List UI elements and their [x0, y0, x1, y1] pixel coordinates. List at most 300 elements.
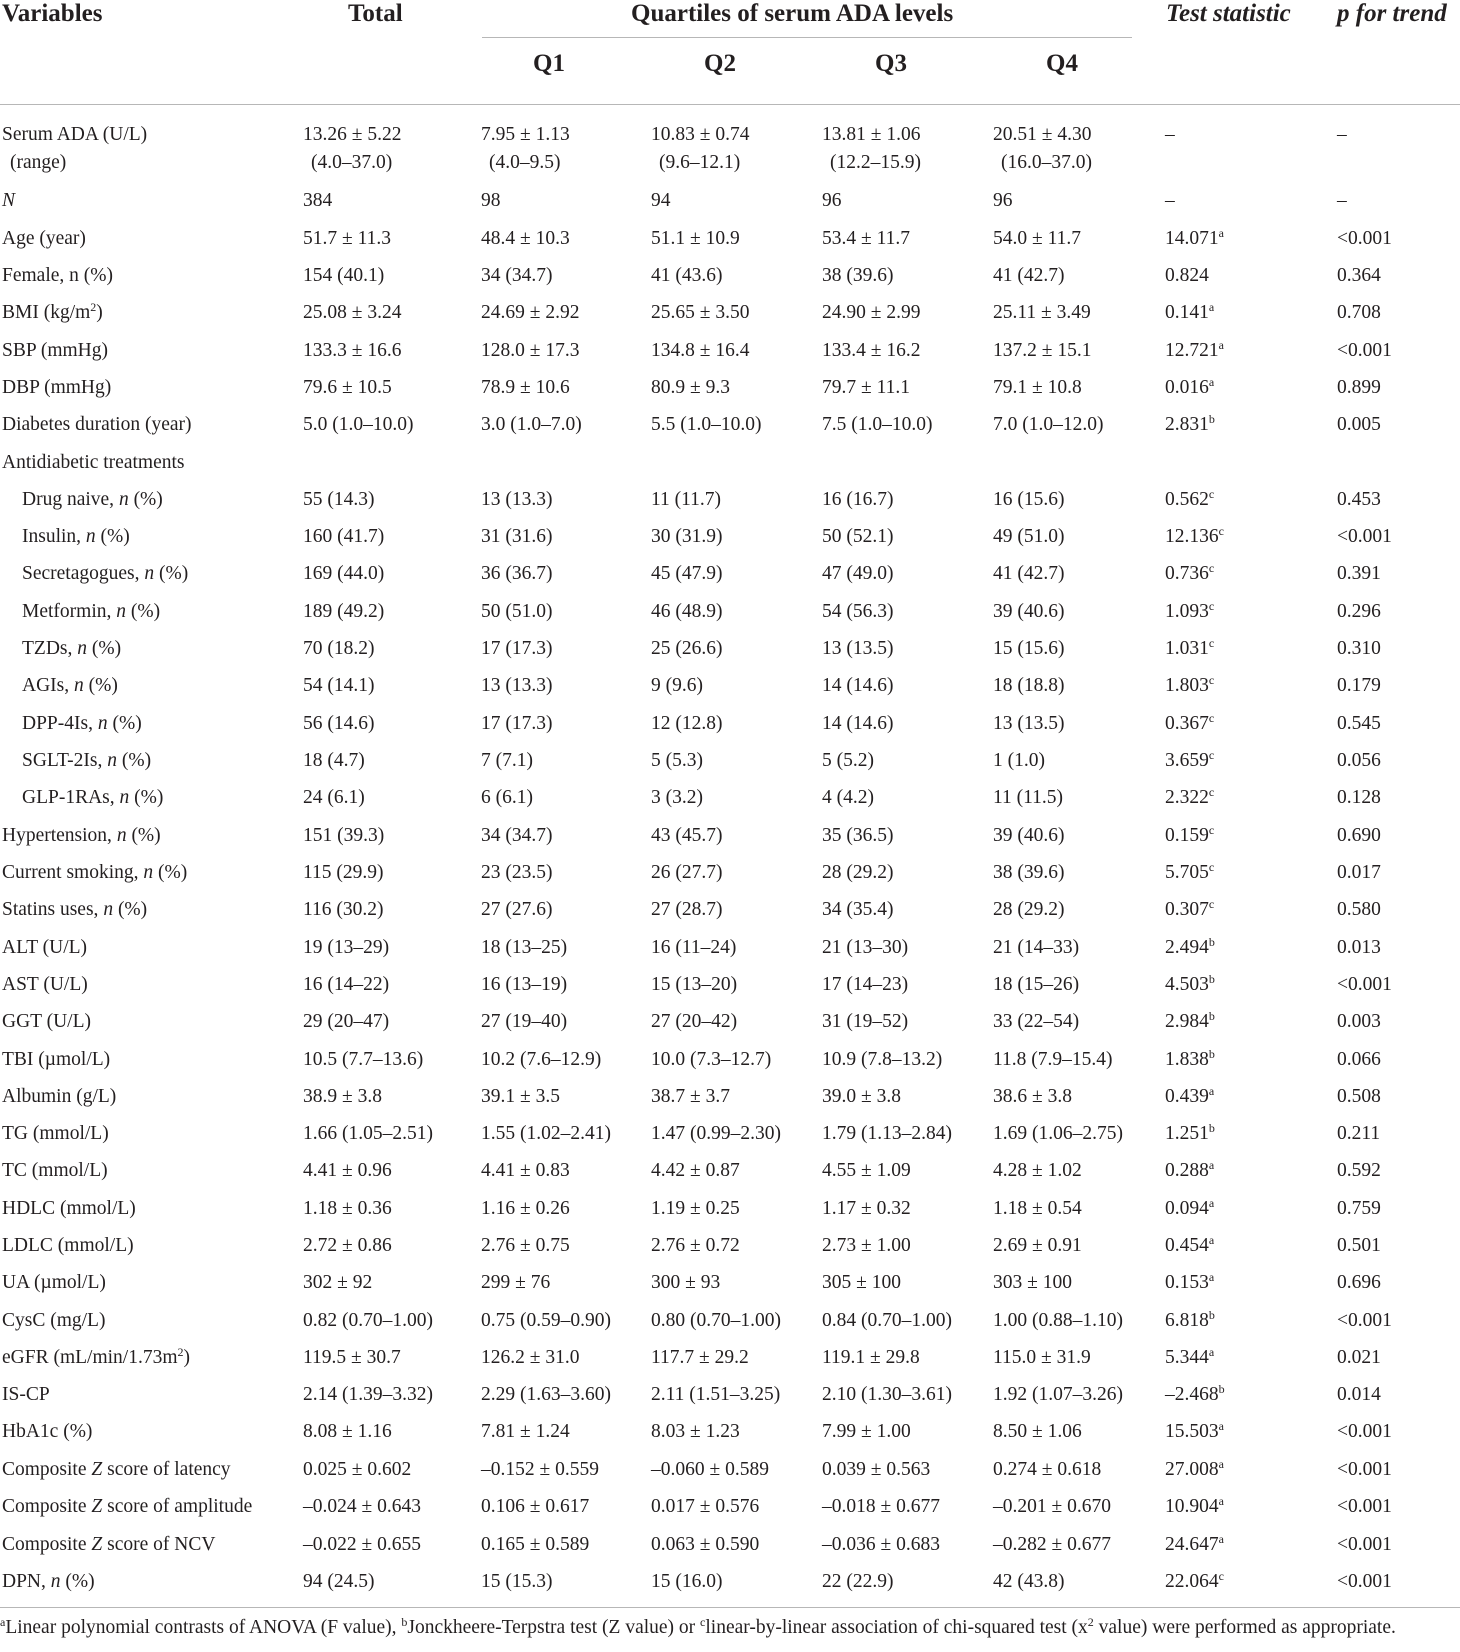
cell-test-statistic	[1165, 1083, 1214, 1111]
cell-total-value: 160 (41.7)	[303, 526, 385, 547]
cell-q1	[481, 1269, 550, 1297]
test-statistic-value: 14.071	[1165, 228, 1219, 249]
test-statistic-superscript: a	[1218, 226, 1224, 240]
cell-q3-value: 0.039 ± 0.563	[822, 1459, 931, 1480]
cell-total	[303, 1195, 392, 1223]
cell-q2-value: 15 (16.0)	[651, 1571, 723, 1592]
cell-test-statistic	[1165, 971, 1215, 999]
test-statistic-value: 0.288	[1165, 1160, 1209, 1181]
cell-q4-value: –0.282 ± 0.677	[993, 1534, 1111, 1555]
cell-total	[303, 822, 384, 850]
test-statistic-value: 0.367	[1165, 713, 1209, 734]
cell-total	[303, 934, 389, 962]
cell-q4	[993, 1418, 1082, 1446]
cell-p-trend: <0.001	[1337, 1534, 1392, 1555]
test-statistic-superscript: b	[1218, 1382, 1225, 1396]
cell-q4-value: 18 (18.8)	[993, 675, 1065, 696]
cell-q2	[651, 1381, 780, 1409]
cell-p-trend: <0.001	[1337, 340, 1392, 361]
cell-q2-range: (9.6–12.1)	[659, 152, 741, 173]
test-statistic-value: 2.984	[1165, 1011, 1209, 1032]
cell-p-trend: 0.696	[1337, 1272, 1381, 1293]
test-statistic-superscript: c	[1218, 524, 1224, 538]
row-label-text: Hypertension,	[2, 825, 117, 846]
cell-q1	[481, 635, 553, 663]
row-label-tail: )	[183, 1347, 190, 1368]
cell-p-trend: 0.580	[1337, 899, 1381, 920]
cell-total-value: 169 (44.0)	[303, 563, 385, 584]
cell-p-trend: 0.056	[1337, 750, 1381, 771]
test-statistic-value: 22.064	[1165, 1571, 1219, 1592]
cell-q2	[651, 523, 723, 551]
cell-q2	[651, 1157, 740, 1185]
cell-q4	[993, 299, 1091, 327]
cell-q2	[651, 822, 723, 850]
row-label	[2, 1493, 252, 1521]
cell-q3-value: –0.018 ± 0.677	[822, 1496, 940, 1517]
cell-q1-value: 13 (13.3)	[481, 675, 553, 696]
test-statistic-value: 0.159	[1165, 825, 1209, 846]
row-label-italic: n	[116, 825, 127, 846]
row-label-text: Composite	[2, 1459, 92, 1480]
cell-q1-value: 27 (27.6)	[481, 899, 553, 920]
test-statistic-value: 0.562	[1165, 489, 1209, 510]
cell-q2	[651, 784, 703, 812]
row-label-text: TZDs,	[22, 638, 78, 659]
cell-q1	[481, 1344, 579, 1372]
cell-total	[303, 523, 384, 551]
cell-q4	[993, 859, 1065, 887]
cell-q3	[822, 934, 908, 962]
cell-total-value: 0.025 ± 0.602	[303, 1459, 412, 1480]
cell-q1-value: 2.76 ± 0.75	[481, 1235, 570, 1256]
cell-q1	[481, 299, 579, 327]
row-label-tail: (%)	[154, 563, 189, 584]
header-q1: Q1	[533, 50, 565, 77]
cell-q4-value: 1.69 (1.06–2.75)	[993, 1123, 1123, 1144]
cell-total	[303, 1568, 375, 1596]
cell-q1-value: 2.29 (1.63–3.60)	[481, 1384, 611, 1405]
cell-p-trend: <0.001	[1337, 1496, 1392, 1517]
row-label	[2, 1232, 134, 1260]
cell-p-trend: 0.005	[1337, 414, 1381, 435]
cell-p-trend: 0.501	[1337, 1235, 1381, 1256]
cell-q1-value: 299 ± 76	[481, 1272, 551, 1293]
row-label-line2: (range)	[10, 152, 67, 173]
cell-total-value: 25.08 ± 3.24	[303, 302, 402, 323]
cell-q3-value: 5 (5.2)	[822, 750, 874, 771]
cell-total-value: 13.26 ± 5.22	[303, 124, 402, 145]
cell-q1	[481, 1456, 599, 1484]
cell-test-statistic	[1165, 299, 1214, 327]
cell-total-value: 154 (40.1)	[303, 265, 385, 286]
cell-total	[303, 1157, 392, 1185]
cell-q3	[822, 971, 908, 999]
cell-q2	[651, 1344, 749, 1372]
cell-q1	[481, 1008, 567, 1036]
cell-q1-value: 34 (34.7)	[481, 265, 553, 286]
cell-q4	[993, 710, 1065, 738]
cell-q4-value: 0.274 ± 0.618	[993, 1459, 1102, 1480]
cell-q4-value: 11.8 (7.9–15.4)	[993, 1049, 1113, 1070]
row-label-tail: (%)	[129, 787, 164, 808]
cell-test-statistic	[1165, 747, 1214, 775]
cell-total	[303, 1269, 372, 1297]
row-label-text: DPN,	[2, 1571, 51, 1592]
cell-q3-value: 1.79 (1.13–2.84)	[822, 1123, 952, 1144]
row-label-text: GGT (U/L)	[2, 1011, 91, 1032]
cell-q3-value: 2.73 ± 1.00	[822, 1235, 911, 1256]
cell-q2-value: 16 (11–24)	[651, 937, 737, 958]
cell-total-value: 2.14 (1.39–3.32)	[303, 1384, 433, 1405]
row-label-text: Antidiabetic treatments	[2, 452, 185, 473]
cell-q2-value: 15 (13–20)	[651, 974, 738, 995]
row-label-text: LDLC (mmol/L)	[2, 1235, 134, 1256]
row-label	[2, 121, 147, 177]
row-label-tail: score of latency	[102, 1459, 231, 1480]
test-statistic-superscript: c	[1208, 636, 1215, 650]
bottom-divider	[0, 1607, 1460, 1608]
cell-q4-value: 13 (13.5)	[993, 713, 1065, 734]
cell-q4	[993, 598, 1065, 626]
cell-total	[303, 411, 414, 439]
row-label	[2, 822, 161, 850]
cell-q3-value: 21 (13–30)	[822, 937, 909, 958]
cell-total	[303, 1120, 433, 1148]
cell-q2	[651, 747, 703, 775]
cell-total	[303, 187, 332, 215]
cell-test-statistic	[1165, 672, 1214, 700]
cell-total	[303, 710, 375, 738]
cell-q3-value: 119.1 ± 29.8	[822, 1347, 920, 1368]
cell-test-statistic	[1165, 374, 1214, 402]
cell-q2	[651, 635, 723, 663]
row-label	[22, 635, 121, 663]
row-label	[22, 784, 163, 812]
cell-q1-value: 1.16 ± 0.26	[481, 1198, 570, 1219]
cell-q2	[651, 672, 703, 700]
cell-q3	[822, 822, 894, 850]
cell-q2	[651, 225, 740, 253]
cell-q3	[822, 1307, 952, 1335]
cell-q1	[481, 598, 553, 626]
cell-q1-value: 98	[481, 190, 501, 211]
test-statistic-superscript: c	[1218, 1569, 1224, 1583]
cell-q4	[993, 1157, 1082, 1185]
cell-q1	[481, 1083, 560, 1111]
cell-q4	[993, 672, 1065, 700]
row-label-tail: )	[96, 302, 103, 323]
cell-q2-value: 43 (45.7)	[651, 825, 723, 846]
cell-q2-value: 41 (43.6)	[651, 265, 723, 286]
cell-q2-value: 80.9 ± 9.3	[651, 377, 730, 398]
cell-q1-value: 1.55 (1.02–2.41)	[481, 1123, 611, 1144]
cell-q2-value: 94	[651, 190, 671, 211]
cell-total-value: 116 (30.2)	[303, 899, 384, 920]
row-label-tail: (%)	[153, 862, 188, 883]
cell-q1	[481, 225, 570, 253]
cell-total-value: 19 (13–29)	[303, 937, 390, 958]
row-label-text: Diabetes duration (year)	[2, 414, 192, 435]
cell-q3	[822, 1120, 952, 1148]
row-label-text: Composite	[2, 1496, 92, 1517]
test-statistic-value: 12.136	[1165, 526, 1219, 547]
cell-q4	[993, 337, 1091, 365]
row-label-tail: (%)	[128, 489, 163, 510]
cell-test-statistic	[1165, 1381, 1225, 1409]
cell-q3-value: 4.55 ± 1.09	[822, 1160, 911, 1181]
cell-q3-value: 34 (35.4)	[822, 899, 894, 920]
cell-total-value: 55 (14.3)	[303, 489, 375, 510]
test-statistic-value: –	[1165, 124, 1175, 145]
cell-p-trend: 0.013	[1337, 937, 1381, 958]
cell-q3	[822, 747, 874, 775]
row-label-italic: Z	[91, 1459, 103, 1480]
cell-q2-value: 300 ± 93	[651, 1272, 721, 1293]
cell-test-statistic	[1165, 121, 1175, 149]
test-statistic-superscript: a	[1208, 1196, 1215, 1210]
test-statistic-value: 5.344	[1165, 1347, 1209, 1368]
row-label	[2, 262, 113, 290]
header-q3: Q3	[875, 50, 907, 77]
cell-total	[303, 747, 365, 775]
cell-p-trend: 0.128	[1337, 787, 1381, 808]
cell-q4-value: 28 (29.2)	[993, 899, 1065, 920]
row-label	[22, 486, 163, 514]
test-statistic-superscript: c	[1208, 823, 1215, 837]
cell-test-statistic	[1165, 598, 1214, 626]
cell-q2-value: 27 (20–42)	[651, 1011, 738, 1032]
row-label	[2, 1344, 190, 1372]
cell-q2	[651, 859, 723, 887]
row-label-superscript: 2	[177, 1345, 184, 1359]
cell-q1-value: 34 (34.7)	[481, 825, 553, 846]
row-label-tail: (%)	[95, 526, 130, 547]
cell-total-value: 0.82 (0.70–1.00)	[303, 1310, 433, 1331]
cell-q1	[481, 523, 553, 551]
cell-total-value: 5.0 (1.0–10.0)	[303, 414, 414, 435]
row-label-text: Statins uses,	[2, 899, 104, 920]
cell-q3-value: 96	[822, 190, 842, 211]
test-statistic-superscript: c	[1208, 748, 1215, 762]
test-statistic-superscript: b	[1208, 412, 1215, 426]
cell-q4-value: 54.0 ± 11.7	[993, 228, 1081, 249]
cell-q3	[822, 337, 920, 365]
cell-q3-value: 54 (56.3)	[822, 601, 894, 622]
cell-q2-value: 2.11 (1.51–3.25)	[651, 1384, 781, 1405]
cell-q3-value: 53.4 ± 11.7	[822, 228, 910, 249]
cell-p-trend: 0.364	[1337, 265, 1381, 286]
cell-q4	[993, 822, 1065, 850]
cell-q3-value: 7.99 ± 1.00	[822, 1421, 911, 1442]
row-label	[2, 337, 108, 365]
cell-q4-value: 49 (51.0)	[993, 526, 1065, 547]
cell-q2	[651, 486, 721, 514]
cell-q2	[651, 1493, 759, 1521]
cell-q3-value: 133.4 ± 16.2	[822, 340, 921, 361]
cell-total	[303, 971, 389, 999]
cell-q1-value: 128.0 ± 17.3	[481, 340, 580, 361]
cell-q2-value: 10.0 (7.3–12.7)	[651, 1049, 772, 1070]
cell-q4-value: 79.1 ± 10.8	[993, 377, 1082, 398]
cell-total-value: 133.3 ± 16.6	[303, 340, 402, 361]
cell-q1	[481, 121, 570, 177]
cell-total	[303, 672, 375, 700]
cell-total-value: 189 (49.2)	[303, 601, 385, 622]
test-statistic-superscript: c	[1208, 860, 1215, 874]
row-label	[2, 1568, 95, 1596]
cell-q1-value: 7 (7.1)	[481, 750, 533, 771]
cell-q2	[651, 374, 730, 402]
cell-q1	[481, 1568, 553, 1596]
cell-q2-value: 5 (5.3)	[651, 750, 703, 771]
cell-test-statistic	[1165, 822, 1214, 850]
cell-q2	[651, 710, 723, 738]
cell-test-statistic	[1165, 1307, 1215, 1335]
cell-q1	[481, 486, 553, 514]
cell-q4	[993, 1307, 1123, 1335]
cell-test-statistic	[1165, 1046, 1215, 1074]
row-label-italic: n	[77, 638, 87, 659]
cell-q2-value: 30 (31.9)	[651, 526, 723, 547]
cell-q1-value: 17 (17.3)	[481, 713, 553, 734]
test-statistic-value: 4.503	[1165, 974, 1209, 995]
cell-q3	[822, 523, 894, 551]
cell-q4	[993, 1008, 1079, 1036]
cell-total-value: 94 (24.5)	[303, 1571, 375, 1592]
cell-test-statistic	[1165, 1456, 1224, 1484]
cell-total	[303, 374, 392, 402]
cell-q1	[481, 262, 553, 290]
cell-q4-value: 1 (1.0)	[993, 750, 1045, 771]
footnote-sup-2: 2	[1087, 1615, 1094, 1629]
cell-q2-value: 46 (48.9)	[651, 601, 723, 622]
cell-test-statistic	[1165, 1418, 1224, 1446]
row-label	[22, 598, 160, 626]
cell-q4	[993, 1456, 1101, 1484]
cell-q4-value: 39 (40.6)	[993, 601, 1065, 622]
row-label-text: Metformin,	[22, 601, 117, 622]
cell-q4-value: 4.28 ± 1.02	[993, 1160, 1082, 1181]
row-label	[2, 1269, 106, 1297]
test-statistic-superscript: a	[1208, 300, 1215, 314]
row-label-text: Drug naive,	[22, 489, 119, 510]
cell-total	[303, 1418, 392, 1446]
cell-total	[303, 299, 401, 327]
cell-q2-value: 9 (9.6)	[651, 675, 703, 696]
cell-q3-value: 0.84 (0.70–1.00)	[822, 1310, 952, 1331]
cell-total	[303, 1008, 389, 1036]
cell-test-statistic	[1165, 1195, 1214, 1223]
cell-q4	[993, 784, 1063, 812]
cell-p-trend: <0.001	[1337, 1310, 1392, 1331]
footnote-sup-a: a	[0, 1615, 6, 1629]
cell-q1	[481, 1157, 570, 1185]
cell-test-statistic	[1165, 1157, 1214, 1185]
row-label-text: Female, n (%)	[2, 265, 114, 286]
cell-q4	[993, 1195, 1082, 1223]
row-label	[2, 1531, 215, 1559]
cell-total	[303, 859, 384, 887]
cell-q3	[822, 1418, 911, 1446]
cell-p-trend: 0.021	[1337, 1347, 1381, 1368]
cell-total	[303, 225, 391, 253]
cell-total-value: –0.024 ± 0.643	[303, 1496, 421, 1517]
cell-q3	[822, 1568, 894, 1596]
cell-test-statistic	[1165, 337, 1224, 365]
cell-q4	[993, 934, 1079, 962]
cell-q3-value: 14 (14.6)	[822, 713, 894, 734]
cell-q4-value: 15 (15.6)	[993, 638, 1065, 659]
row-label-text: Composite	[2, 1534, 92, 1555]
cell-total	[303, 1381, 433, 1409]
cell-total	[303, 1531, 421, 1559]
cell-q3-value: 31 (19–52)	[822, 1011, 909, 1032]
cell-q4-value: 115.0 ± 31.9	[993, 1347, 1091, 1368]
cell-q3	[822, 560, 894, 588]
footnote-sup-c: c	[700, 1615, 706, 1629]
cell-test-statistic	[1165, 560, 1214, 588]
row-label-tail: (%)	[117, 750, 152, 771]
test-statistic-superscript: a	[1208, 375, 1215, 389]
cell-total-value: 302 ± 92	[303, 1272, 373, 1293]
cell-p-trend: <0.001	[1337, 974, 1392, 995]
cell-q1-value: 0.165 ± 0.589	[481, 1534, 590, 1555]
cell-q4-value: 38.6 ± 3.8	[993, 1086, 1072, 1107]
cell-q3-value: 14 (14.6)	[822, 675, 894, 696]
row-label-italic: n	[103, 899, 114, 920]
cell-q2-value: 12 (12.8)	[651, 713, 723, 734]
row-label	[22, 560, 188, 588]
cell-q2	[651, 598, 723, 626]
cell-q3	[822, 598, 894, 626]
row-label-italic: n	[119, 787, 130, 808]
cell-total	[303, 1046, 423, 1074]
cell-q2	[651, 411, 762, 439]
cell-q1-range: (4.0–9.5)	[489, 152, 561, 173]
row-label-text: Age (year)	[2, 228, 86, 249]
test-statistic-value: 3.659	[1165, 750, 1209, 771]
cell-p-trend: 0.003	[1337, 1011, 1381, 1032]
cell-q1-value: 6 (6.1)	[481, 787, 533, 808]
row-label-italic: n	[74, 675, 84, 696]
cell-test-statistic	[1165, 896, 1214, 924]
cell-total-value: 1.66 (1.05–2.51)	[303, 1123, 433, 1144]
footnote-sup-b: b	[401, 1615, 408, 1629]
cell-q1	[481, 1120, 611, 1148]
cell-q4-value: 11 (11.5)	[993, 787, 1064, 808]
test-statistic-value: 1.031	[1165, 638, 1209, 659]
quartile-divider	[482, 37, 1132, 38]
row-label-text: N	[2, 190, 16, 211]
test-statistic-value: 6.818	[1165, 1310, 1209, 1331]
cell-q3	[822, 187, 842, 215]
cell-q2	[651, 1568, 723, 1596]
row-label	[2, 411, 192, 439]
cell-q3	[822, 374, 910, 402]
cell-q1	[481, 1046, 601, 1074]
cell-q3	[822, 262, 894, 290]
cell-test-statistic	[1165, 1493, 1224, 1521]
row-label-text: AGIs,	[22, 675, 74, 696]
cell-total	[303, 121, 401, 177]
cell-test-statistic	[1165, 1344, 1214, 1372]
row-label-italic: n	[85, 526, 96, 547]
test-statistic-value: 15.503	[1165, 1421, 1219, 1442]
footnote-part4: value) were performed as appropriate.	[1093, 1617, 1396, 1638]
cell-q2-value: 0.063 ± 0.590	[651, 1534, 760, 1555]
row-label-text: ALT (U/L)	[2, 937, 88, 958]
